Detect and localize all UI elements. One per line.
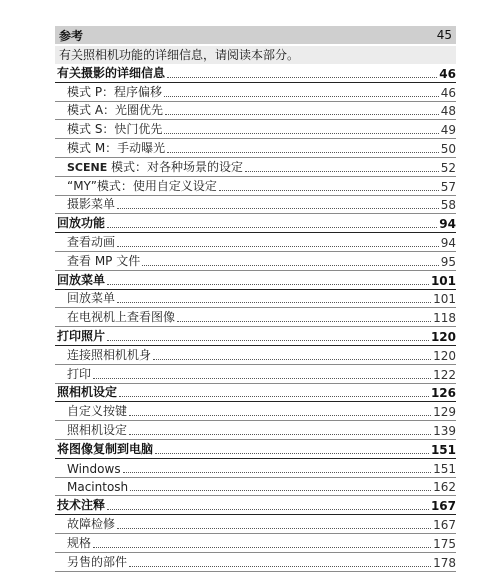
toc-item-entry[interactable] — [55, 120, 456, 139]
toc-page-number: 167 — [433, 517, 456, 532]
dot-leader — [117, 208, 439, 209]
toc-section-title: 有关摄影的详细信息 — [57, 65, 166, 80]
toc-item-text: 摄影菜单 — [67, 197, 116, 212]
toc-item-entry[interactable] — [55, 346, 456, 365]
toc-item-text: 规格 — [67, 535, 92, 550]
toc-item-text: 连接照相机机身 — [67, 347, 152, 362]
dot-leader — [107, 509, 429, 510]
toc-item-label — [67, 462, 121, 476]
header-page-number: 45 — [436, 28, 452, 42]
toc-item-entry[interactable] — [55, 252, 456, 271]
dot-leader — [119, 396, 429, 397]
toc-page-number: 48 — [440, 104, 456, 119]
toc-item-entry[interactable] — [55, 196, 456, 215]
toc-item-entry[interactable] — [55, 478, 456, 497]
toc-item-text: 模式 P：程序偏移 — [67, 84, 163, 99]
dot-leader — [245, 171, 439, 172]
toc-item-label — [67, 534, 91, 551]
dot-leader — [117, 246, 439, 247]
toc-section-title: 技术注释 — [57, 498, 106, 513]
toc-page-number: 167 — [430, 499, 456, 514]
toc-section-entry[interactable] — [55, 214, 456, 233]
section-header — [55, 26, 456, 44]
dot-leader — [129, 434, 431, 435]
toc-section-entry[interactable] — [55, 496, 456, 515]
toc-page-number: 101 — [430, 273, 456, 288]
toc-page-number: 122 — [433, 367, 456, 382]
toc-page-number: 175 — [433, 536, 456, 551]
dot-leader — [129, 566, 431, 567]
toc-item-label — [67, 120, 162, 137]
toc-section-title: 将图像复制到电脑 — [57, 441, 154, 456]
toc-item-label — [67, 346, 151, 363]
toc-item-text: “MY”模式：使用自定义设定 — [67, 178, 217, 193]
toc-page-number: 57 — [440, 179, 456, 194]
toc-page-number: 101 — [433, 292, 456, 307]
toc-page-number: 52 — [440, 160, 456, 175]
toc-page-number: 46 — [440, 85, 456, 100]
toc-item-entry[interactable] — [55, 402, 456, 421]
toc-page-number: 50 — [440, 141, 456, 156]
toc-section-title: 回放功能 — [57, 216, 106, 231]
toc-item-entry[interactable] — [55, 83, 456, 102]
toc-page-number: 162 — [433, 480, 456, 495]
toc-item-label — [67, 308, 175, 325]
toc-item-text: Macintosh — [67, 480, 129, 495]
toc-item-label — [67, 195, 115, 212]
dot-leader — [167, 152, 439, 153]
toc-item-entry[interactable] — [55, 365, 456, 384]
toc-page-number: 120 — [430, 329, 456, 344]
toc-page-number: 95 — [440, 254, 456, 269]
dot-leader — [164, 96, 439, 97]
toc-item-label — [67, 101, 163, 118]
toc-item-text: 查看动画 — [67, 234, 116, 249]
toc-item-label — [67, 421, 127, 438]
toc-item-entry[interactable] — [55, 233, 456, 252]
toc-section-title: 打印照片 — [57, 328, 106, 343]
toc-item-entry[interactable] — [55, 139, 456, 158]
toc-item-label — [67, 158, 243, 175]
toc-item-entry[interactable] — [55, 534, 456, 553]
toc-item-entry[interactable] — [55, 158, 456, 177]
toc-item-entry[interactable] — [55, 177, 456, 196]
toc-item-entry[interactable] — [55, 308, 456, 327]
toc-item-text: 模式：对各种场景的设定 — [107, 159, 244, 174]
toc-page-number: 178 — [433, 555, 456, 570]
toc-section-title: 回放菜单 — [57, 272, 106, 287]
dot-leader — [165, 114, 439, 115]
toc-item-text: Windows — [67, 461, 121, 476]
dot-leader — [123, 472, 432, 473]
toc-section-entry[interactable] — [55, 327, 456, 346]
dot-leader — [107, 227, 437, 228]
dot-leader — [129, 415, 431, 416]
toc-item-entry[interactable] — [55, 553, 456, 572]
toc-page-number: 46 — [439, 66, 456, 81]
toc-section-entry[interactable] — [55, 64, 456, 83]
toc-item-label — [67, 402, 127, 419]
toc-item-entry[interactable] — [55, 290, 456, 309]
toc-item-entry[interactable] — [55, 421, 456, 440]
dot-leader — [117, 528, 431, 529]
toc-item-text: 故障检修 — [67, 516, 116, 531]
dot-leader — [107, 340, 429, 341]
intro-text: 有关照相机功能的详细信息，请阅读本部分。 — [55, 46, 456, 64]
toc-page-number: 151 — [430, 442, 456, 457]
toc-item-text: 打印 — [67, 366, 92, 381]
toc-item-text: 模式 S：快门优先 — [67, 122, 163, 137]
toc-page-number: 49 — [440, 123, 456, 138]
dot-leader — [164, 133, 438, 134]
toc-item-label — [67, 233, 115, 250]
toc-page-number: 94 — [439, 217, 456, 232]
dot-leader — [167, 77, 437, 78]
toc-section-entry[interactable] — [55, 271, 456, 290]
toc-section-entry[interactable] — [55, 384, 456, 403]
toc-item-text: 在电视机上查看图像 — [67, 310, 176, 325]
dot-leader — [153, 359, 431, 360]
toc-item-text: 自定义按键 — [67, 404, 128, 419]
toc-page-number: 94 — [440, 235, 456, 250]
toc-section-entry[interactable] — [55, 440, 456, 459]
toc-item-label — [67, 83, 162, 100]
dot-leader — [219, 190, 439, 191]
dot-leader — [142, 265, 438, 266]
dot-leader — [177, 321, 431, 322]
toc-item-entry[interactable] — [55, 515, 456, 534]
toc-item-label — [67, 139, 165, 156]
toc-item-label — [67, 553, 127, 570]
dot-leader — [93, 547, 431, 548]
toc-item-text: 查看 MP 文件 — [67, 253, 141, 268]
toc-page-number: 139 — [433, 423, 456, 438]
toc-page-number: 151 — [433, 461, 456, 476]
toc-item-text: 模式 A：光圈优先 — [67, 103, 164, 118]
toc-item-label — [67, 289, 115, 306]
toc-item-entry[interactable] — [55, 102, 456, 121]
dot-leader — [117, 302, 431, 303]
toc-page-number: 129 — [433, 405, 456, 420]
toc-item-label — [67, 252, 140, 269]
toc-item-text: 另售的部件 — [67, 554, 128, 569]
table-of-contents — [55, 64, 456, 572]
toc-page-number: 126 — [430, 386, 456, 401]
dot-leader — [107, 284, 429, 285]
toc-item-label — [67, 177, 217, 194]
toc-page-number: 58 — [440, 198, 456, 213]
toc-item-entry[interactable] — [55, 459, 456, 478]
dot-leader — [130, 490, 431, 491]
scene-mode-label: SCENE — [67, 160, 108, 174]
toc-item-text: 回放菜单 — [67, 291, 116, 306]
dot-leader — [93, 378, 431, 379]
toc-page-number: 120 — [433, 348, 456, 363]
toc-section-title: 照相机设定 — [57, 385, 118, 400]
section-title: 参考 — [59, 28, 84, 43]
toc-item-label — [67, 480, 128, 494]
toc-item-label — [67, 365, 91, 382]
toc-item-text: 模式 M：手动曝光 — [67, 140, 166, 155]
dot-leader — [155, 453, 429, 454]
toc-item-label — [67, 515, 115, 532]
toc-item-text: 照相机设定 — [67, 422, 128, 437]
toc-page-number: 118 — [433, 311, 456, 326]
